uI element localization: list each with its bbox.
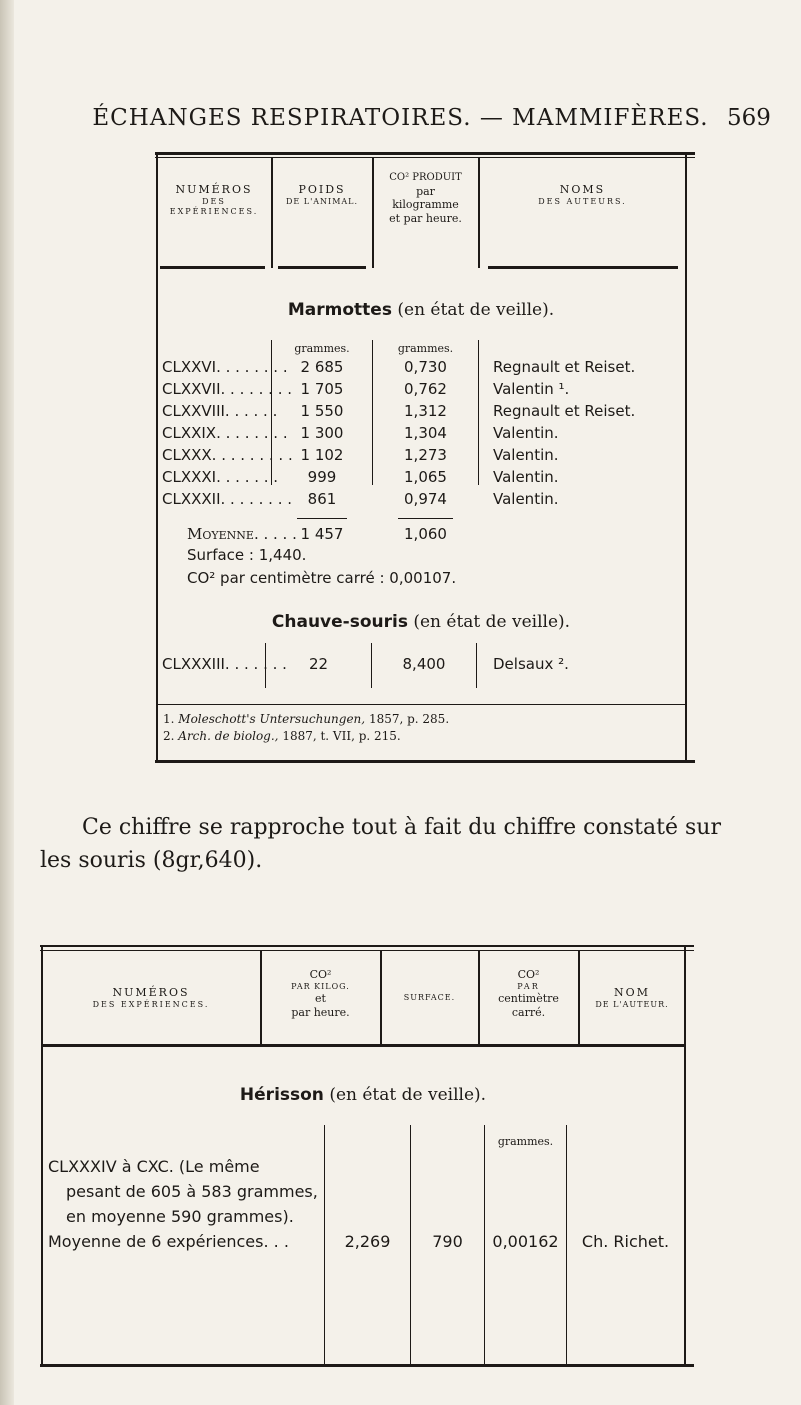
col-head-co2cm-l1: CO² (517, 968, 540, 981)
row-auteur: Valentin. (493, 446, 559, 464)
table1-bottom-rule (155, 760, 695, 763)
col-head-co2-par-kilo (262, 968, 379, 1019)
row-auteur: Valentin ¹. (493, 380, 570, 398)
section-title-rest: (en état de veille). (413, 612, 571, 632)
running-header (0, 105, 801, 131)
unit-grammes: grammes. (497, 1135, 554, 1148)
row-co2: 1,312 (404, 402, 447, 420)
table1-head-rule (278, 266, 366, 269)
row-co2: 0,974 (404, 490, 447, 508)
col-head-co2kg-l4: par heure. (291, 1005, 350, 1019)
row-surface: 790 (432, 1232, 463, 1251)
row-poids: 2 685 (300, 358, 344, 376)
moyenne-rule (297, 518, 347, 519)
table2-top-rule-thin (40, 950, 694, 951)
col-head-nom-sub: DE L'AUTEUR. (595, 999, 669, 1009)
col-head-co2-par-cm (480, 968, 577, 1019)
col-head-numeros (158, 183, 270, 217)
col-head-co2-l1: CO² PRODUIT (389, 172, 462, 183)
table2-bottom-rule (40, 1364, 694, 1367)
row-id: CLXXVII. . . . . . . . (162, 380, 293, 398)
section-title-rest: (en état de veille). (397, 300, 555, 320)
row-co2-par-cm: 0,00162 (492, 1232, 559, 1251)
col-head-noms-sub: DES AUTEURS. (538, 196, 627, 206)
col-head-surface-label: SURFACE. (403, 993, 456, 1002)
col-head-poids-sub: DE L'ANIMAL. (285, 196, 359, 206)
table1-head-sep (271, 158, 273, 268)
row-desc-line-2: pesant de 605 à 583 grammes, (66, 1182, 318, 1201)
col-head-poids (273, 183, 371, 207)
unit-co2: grammes. (397, 342, 454, 355)
col-head-co2kg-l2: PAR KILOG. (291, 981, 350, 991)
section-title-chauve-souris (156, 612, 686, 632)
row-poids: 999 (307, 468, 337, 486)
paragraph-line-1: Ce chiffre se rapproche tout à fait du chiffre constaté sur (82, 815, 721, 840)
col-head-co2-l2: par (416, 184, 435, 198)
footnote-rule (156, 704, 686, 705)
footnote-2-num: 2. (163, 729, 175, 743)
row-auteur: Valentin. (493, 468, 559, 486)
row-id: CLXXVI. . . . . . . . (162, 358, 288, 376)
col-head-numeros-label: NUMÉROS (112, 986, 190, 999)
row-auteur: Ch. Richet. (581, 1232, 670, 1251)
row-auteur: Valentin. (493, 424, 559, 442)
footnote-2-rest: 1887, t. VII, p. 215. (282, 729, 401, 743)
col-head-noms-label: NOMS (559, 183, 606, 196)
section-title-bold: Marmottes (287, 300, 392, 320)
table1-right-border (685, 152, 687, 762)
row-id: CLXXX. . . . . . . . . (162, 446, 293, 464)
footnote-2-title: Arch. de biolog., (178, 729, 279, 743)
row-id: CLXXXII. . . . . . . . (162, 490, 293, 508)
page-number: 569 (727, 105, 771, 131)
row-id: CLXXXI. . . . . . . (162, 468, 279, 486)
table1-head-rule (160, 266, 265, 269)
col-head-co2kg-l3: et (315, 991, 326, 1005)
row-co2: 1,065 (404, 468, 447, 486)
table1-left-border (156, 152, 158, 762)
row-co2-par-kilo: 2,269 (344, 1232, 391, 1251)
row-id: CLXXVIII. . . . . . (162, 402, 278, 420)
page-edge (0, 0, 14, 1405)
row-poids: 1 550 (300, 402, 344, 420)
section-title-rest: (en état de veille). (329, 1085, 487, 1105)
moyenne-poids: 1 457 (300, 525, 344, 543)
row-co2: 1,304 (404, 424, 447, 442)
row-id: CLXXIX. . . . . . . . (162, 424, 288, 442)
col-head-numeros-2 (43, 986, 259, 1010)
footnote-1-rest: 1857, p. 285. (368, 712, 450, 726)
footnote-1-title: Moleschott's Untersuchungen, (178, 712, 366, 726)
table1-body-sep (478, 340, 479, 485)
section-title-herisson (42, 1085, 684, 1105)
row-co2: 0,762 (404, 380, 447, 398)
table1-head-rule (488, 266, 678, 269)
table1-head-sep (478, 158, 480, 268)
section-title-bold: Hérisson (239, 1085, 324, 1105)
footnote-1 (163, 712, 449, 726)
footnote-1-num: 1. (163, 712, 175, 726)
col-head-numeros-sub: DES EXPÉRIENCES. (169, 196, 259, 216)
row-poids: 861 (307, 490, 337, 508)
surface-line: Surface : 1,440. (187, 546, 307, 564)
section-title-bold: Chauve-souris (271, 612, 408, 632)
row-poids: 1 705 (300, 380, 344, 398)
col-head-poids-label: POIDS (298, 183, 346, 196)
row-auteur: Delsaux ². (493, 655, 569, 673)
col-head-co2cm-l4: carré. (511, 1005, 546, 1019)
table2-right-border (684, 945, 686, 1367)
col-head-co2kg-l1: CO² (309, 968, 332, 981)
col-head-nom-label: NOM (614, 986, 650, 999)
row-poids: 1 102 (300, 446, 344, 464)
footnote-2 (163, 729, 401, 743)
table2-top-rule (40, 945, 694, 947)
table1-body-sep (476, 643, 477, 688)
row-poids: 1 300 (300, 424, 344, 442)
unit-poids: grammes. (294, 342, 350, 355)
row-co2: 0,730 (404, 358, 447, 376)
col-head-surface (382, 993, 477, 1003)
moyenne-co2: 1,060 (404, 525, 447, 543)
col-head-co2cm-l2: PAR (517, 981, 540, 991)
row-auteur: Regnault et Reiset. (493, 358, 636, 376)
row-co2: 8,400 (402, 655, 446, 673)
row-co2: 1,273 (404, 446, 447, 464)
co2-per-cm-line: CO² par centimètre carré : 0,00107. (187, 569, 457, 587)
row-auteur: Regnault et Reiset. (493, 402, 636, 420)
table2-head-rule (42, 1044, 684, 1047)
col-head-numeros-label: NUMÉROS (175, 183, 253, 196)
col-head-co2-l4: et par heure. (389, 212, 462, 225)
section-title-marmottes (156, 300, 686, 320)
col-head-noms (480, 183, 685, 207)
row-poids: 22 (308, 655, 329, 673)
row-desc-line-4: Moyenne de 6 expériences. . . (48, 1232, 289, 1251)
moyenne-label: Moyenne. . . . . (187, 525, 297, 543)
col-head-co2 (374, 172, 477, 226)
row-auteur: Valentin. (493, 490, 559, 508)
table1-top-rule (155, 152, 695, 155)
table1-top-rule-thin (155, 157, 695, 158)
page-header-title: ÉCHANGES RESPIRATOIRES. — MAMMIFÈRES. (92, 105, 709, 131)
row-desc-line-1: CLXXXIV à CXC. (Le même (48, 1157, 260, 1176)
col-head-co2-l3: kilogramme (392, 198, 459, 212)
col-head-co2cm-l3: centimètre (498, 991, 559, 1005)
col-head-nom (580, 986, 684, 1010)
row-id: CLXXXIII. . . . . . . (162, 655, 287, 673)
moyenne-rule (398, 518, 453, 519)
col-head-numeros-sub: DES EXPÉRIENCES. (92, 999, 210, 1009)
row-desc-line-3: en moyenne 590 grammes). (66, 1207, 294, 1226)
paragraph-line-2: les souris (8gr,640). (40, 848, 263, 873)
